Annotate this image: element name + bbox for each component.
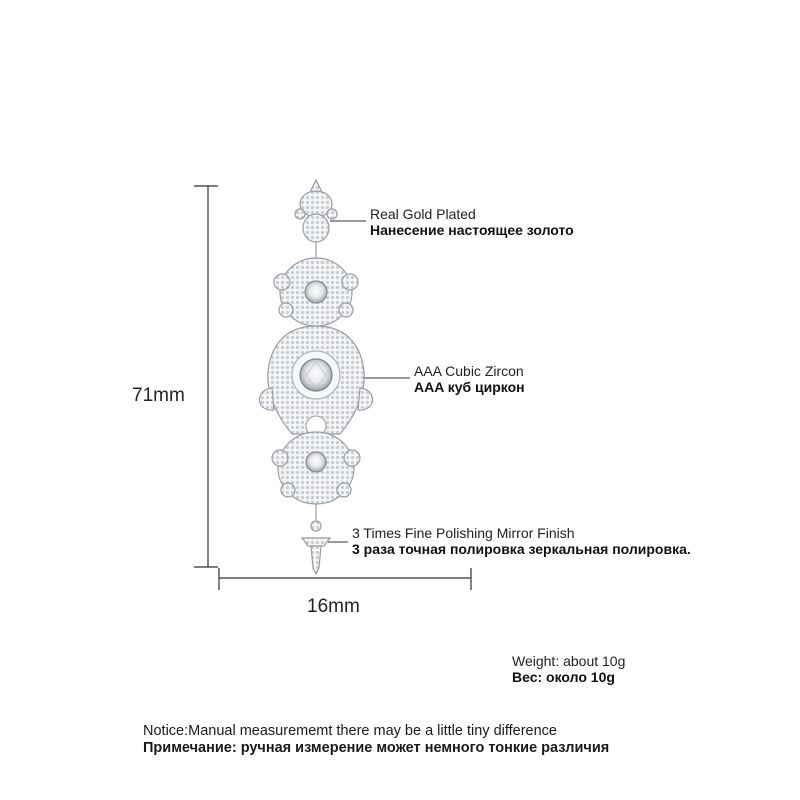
callout-plating-ru: Нанесение настоящее золото bbox=[370, 222, 574, 238]
callout-zircon-ru: AAA куб циркон bbox=[414, 379, 525, 395]
callout-zircon-en: AAA Cubic Zircon bbox=[414, 363, 524, 379]
callout-zircon bbox=[414, 363, 525, 395]
lower-flower-section bbox=[272, 432, 360, 504]
earring-illustration bbox=[259, 180, 372, 574]
notice-en: Notice:Manual measurememt there may be a little tiny difference bbox=[143, 723, 557, 739]
bottom-drop bbox=[302, 504, 330, 574]
width-measure-line bbox=[219, 568, 471, 590]
weight-en: Weight: about 10g bbox=[512, 653, 626, 669]
upper-flower-section bbox=[274, 258, 358, 326]
notice-ru: Примечание: ручная измерение может немного тонкие различия bbox=[143, 740, 610, 756]
callout-polishing-ru: 3 раза точная полировка зеркальная полировка. bbox=[352, 541, 691, 557]
height-measure-line bbox=[194, 186, 218, 567]
central-medallion bbox=[259, 326, 372, 436]
weight-ru: Вес: около 10g bbox=[512, 669, 615, 685]
weight-info bbox=[512, 653, 625, 685]
callout-plating-en: Real Gold Plated bbox=[370, 206, 476, 222]
width-dimension-label: 16mm bbox=[307, 596, 360, 617]
callout-polishing-en: 3 Times Fine Polishing Mirror Finish bbox=[352, 525, 575, 541]
callout-polishing bbox=[352, 525, 691, 557]
callout-plating bbox=[370, 206, 574, 238]
measurement-notice bbox=[143, 723, 609, 757]
height-dimension-label: 71mm bbox=[132, 385, 185, 406]
